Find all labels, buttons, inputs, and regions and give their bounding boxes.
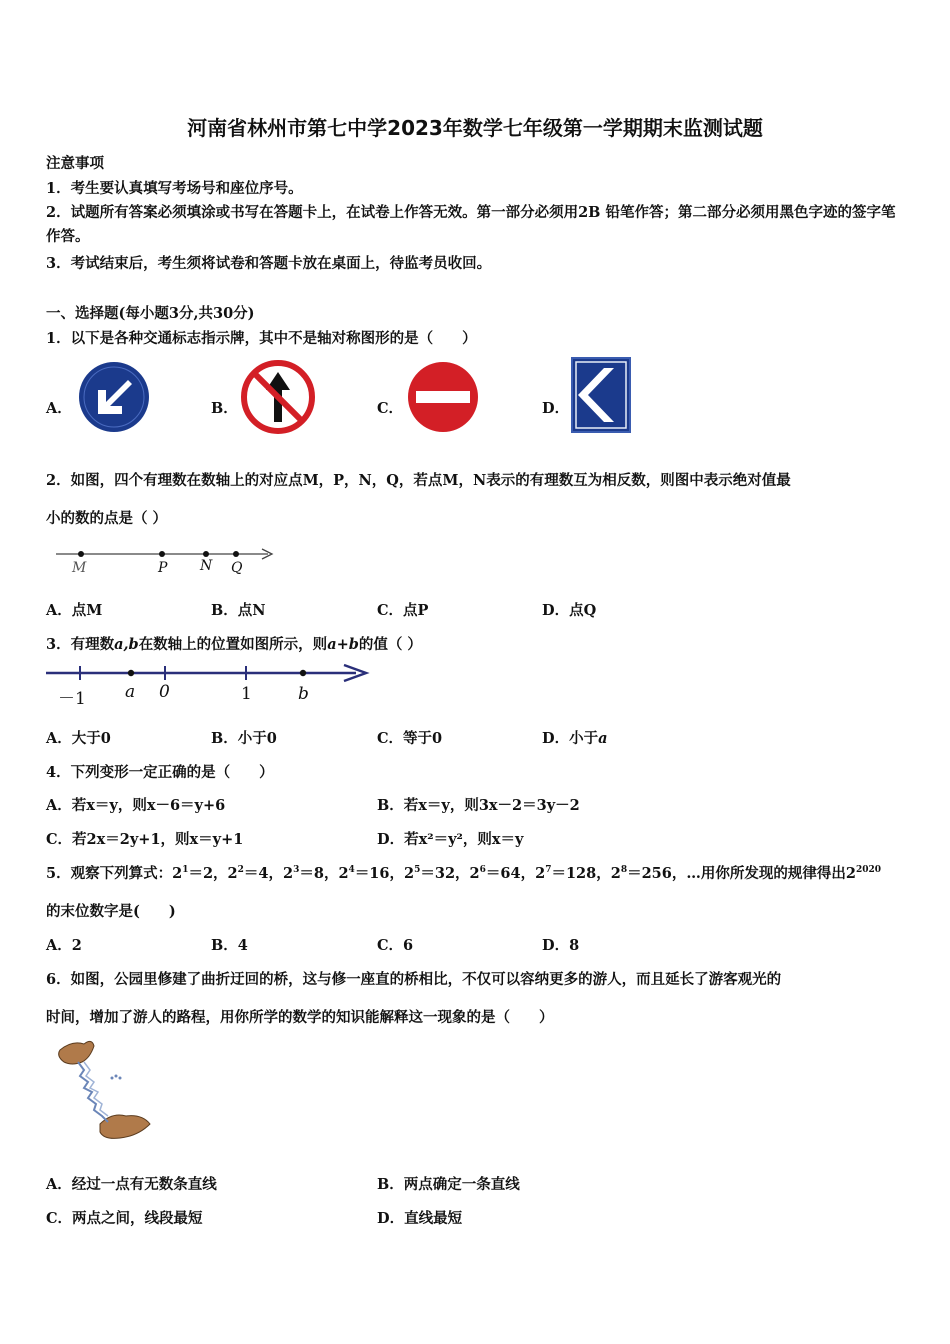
sign-b-no-straight-icon [240,360,316,434]
section-heading: 一、选择题(每小题3分,共30分) [46,305,255,322]
q3-option-a[interactable]: A．大于0 [46,730,111,747]
notice-heading: 注意事项 [46,155,104,172]
page-title: 河南省林州市第七中学2023年数学七年级第一学期期末监测试题 [187,116,763,140]
q6-option-d[interactable]: D．直线最短 [377,1210,463,1227]
q4-option-c[interactable]: C．若2x＝2y+1，则x＝y+1 [46,831,244,848]
q4-option-a[interactable]: A．若x＝y，则x－6＝y+6 [46,797,226,814]
q5-stem-line1: 5．观察下列算式：$2^1=2$，$2^2=4$，$2^3=8$，$2^4=16$，$2^5=32$，$2^6=64$，$2^7=128$，$2^8=256$，…用你所发现的规律得出$2^{2020}$ [46,865,882,882]
q1-option-c[interactable]: C． [377,400,404,417]
q2-stem-line2: 小的数的点是（ ） [46,510,168,527]
q2-label-q: Q [231,560,243,576]
q3-option-d[interactable]: D．小于a [542,730,608,747]
q1-option-d[interactable]: D． [542,400,570,417]
q3-label-a: a [125,682,136,702]
q3-option-c[interactable]: C．等于0 [377,730,443,747]
q3-number-line [44,660,370,684]
q6-stem-line1: 6．如图，公园里修建了曲折迂回的桥，这与修一座直的桥相比，不仅可以容纳更多的游人，而且延长了游客观光的 [46,971,782,988]
sign-d-chevron-icon [570,356,632,434]
q2-label-n: N [200,558,213,574]
q2-option-b[interactable]: B．点N [211,602,266,619]
notice-item-2: 2．试题所有答案必须填涂或书写在答题卡上，在试卷上作答无效。第一部分必须用2B 铅笔作答；第二部分必须用黑色字迹的签字笔作答。 [46,204,896,245]
q6-option-b[interactable]: B．两点确定一条直线 [377,1176,520,1193]
q5-option-b[interactable]: B．4 [211,937,248,954]
sign-c-no-entry-icon [405,360,481,434]
q5-option-a[interactable]: A．2 [46,937,82,954]
q1-option-b[interactable]: B． [211,400,238,417]
notice-item-1: 1．考生要认真填写考场号和座位序号。 [46,180,303,197]
notice-item-3: 3．考试结束后，考生须将试卷和答题卡放在桌面上，待监考员收回。 [46,255,492,272]
q2-option-d[interactable]: D．点Q [542,602,597,619]
sign-a-keep-left-icon [76,360,152,434]
q5-stem-line2: 的末位数字是( ) [46,903,176,920]
q2-label-p: P [158,560,168,576]
q6-option-c[interactable]: C．两点之间，线段最短 [46,1210,203,1227]
q4-option-b[interactable]: B．若x＝y，则3x－2＝3y－2 [377,797,580,814]
q2-option-c[interactable]: C．点P [377,602,429,619]
q6-stem-line2: 时间，增加了游人的路程，用你所学的数学的知识能解释这一现象的是（ ） [46,1009,554,1026]
q3-label-zero: 0 [159,682,170,702]
q4-stem: 4．下列变形一定正确的是（ ） [46,764,274,781]
q3-label-minus-one: －1 [58,689,86,709]
q6-zigzag-bridge-figure [54,1036,156,1142]
q3-label-one: 1 [241,684,252,704]
q2-label-m: M [72,560,87,576]
q3-label-b: b [298,684,309,704]
q4-option-d[interactable]: D．若x²＝y²，则x＝y [377,831,524,848]
q1-stem: 1．以下是各种交通标志指示牌，其中不是轴对称图形的是（ ） [46,330,477,347]
q2-option-a[interactable]: A．点M [46,602,103,619]
q2-stem-line1: 2．如图，四个有理数在数轴上的对应点M，P，N，Q，若点M，N表示的有理数互为相反数，则图中表示绝对值最 [46,472,791,489]
q5-option-d[interactable]: D．8 [542,937,580,954]
q6-option-a[interactable]: A．经过一点有无数条直线 [46,1176,217,1193]
q1-option-a[interactable]: A． [46,400,72,417]
q5-option-c[interactable]: C．6 [377,937,414,954]
q3-option-b[interactable]: B．小于0 [211,730,277,747]
q3-stem: 3．有理数a,b在数轴上的位置如图所示，则a+b的值（ ） [46,636,422,653]
